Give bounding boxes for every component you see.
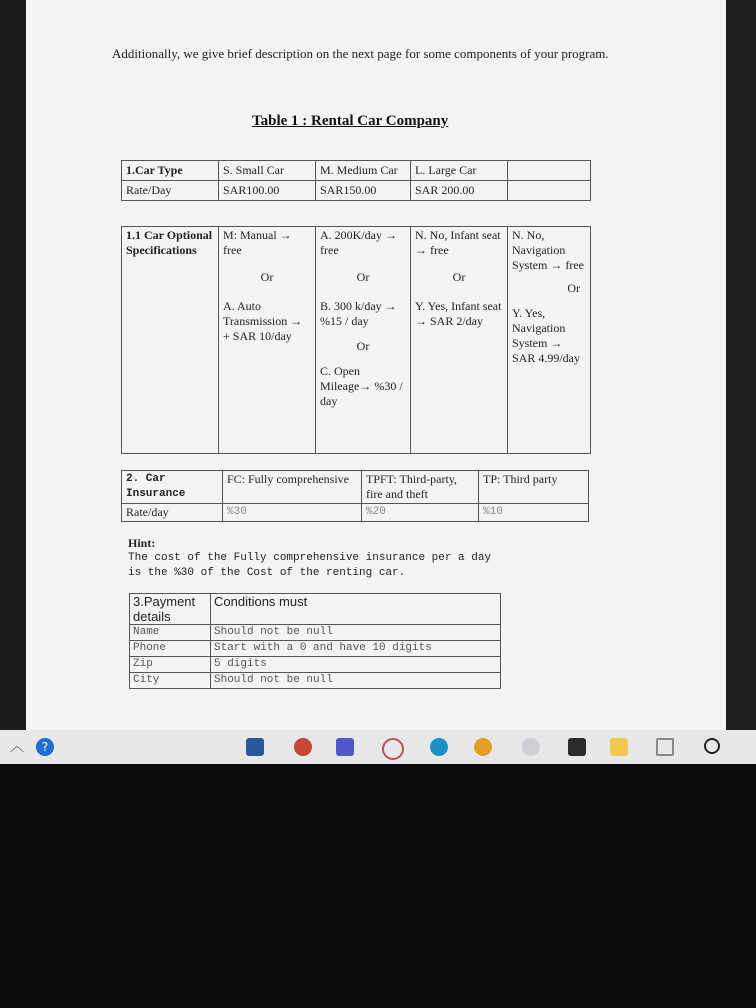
small-car-cell: S. Small Car [219, 161, 316, 181]
payment-rule-zip: 5 digits [211, 657, 501, 673]
rate-medium: SAR150.00 [316, 181, 411, 201]
snipping-tool-icon[interactable] [382, 738, 404, 760]
empty-cell [508, 181, 591, 201]
optional-header: 1.1 Car Optional Specifications [122, 227, 219, 454]
or-label: Or [452, 270, 466, 284]
laptop-body [0, 764, 756, 1008]
tp-rate: %10 [479, 504, 589, 522]
navigation-cell [508, 227, 591, 454]
hint-line-2: is the %30 of the Cost of the renting car. [128, 567, 406, 579]
insurance-table [121, 470, 589, 522]
payment-rule-phone: Start with a 0 and have 10 digits [211, 641, 501, 657]
table-title: Table 1 : Rental Car Company [252, 113, 449, 129]
or-label: Or [567, 281, 580, 295]
intro-paragraph: Additionally, we give brief description on the next page for some components of your program. [112, 46, 609, 61]
edge-icon[interactable] [430, 738, 448, 756]
or-label: Or [356, 339, 370, 353]
large-car-cell: L. Large Car [411, 161, 508, 181]
open-mileage-option: C. Open Mileage→ %30 / day [320, 364, 403, 408]
app-icon[interactable] [522, 738, 540, 756]
or-label: Or [356, 270, 370, 284]
tpft-cell: TPFT: Third-party, fire and theft [362, 471, 479, 504]
yes-infant-option: Y. Yes, Infant seat → SAR 2/day [415, 299, 502, 328]
screen-bezel-left [0, 0, 26, 730]
rate-day-label: Rate/Day [122, 181, 219, 201]
rate-large: SAR 200.00 [411, 181, 508, 201]
conditions-header: Conditions must [211, 594, 501, 625]
tpft-rate: %20 [362, 504, 479, 522]
file-explorer-icon[interactable] [610, 738, 628, 756]
payment-rule-name: Should not be null [211, 625, 501, 641]
auto-option: A. Auto Transmission → + SAR 10/day [223, 299, 303, 343]
tp-cell: TP: Third party [479, 471, 589, 504]
medium-car-cell: M. Medium Car [316, 161, 411, 181]
help-icon[interactable]: ? [36, 738, 54, 756]
payment-header: 3.Payment details [130, 594, 211, 625]
manual-option: M: Manual → free [223, 228, 292, 257]
payment-table [129, 593, 501, 689]
rate-small: SAR100.00 [219, 181, 316, 201]
insurance-rate-label: Rate/day [122, 504, 223, 522]
chevron-up-icon[interactable]: ︿ [10, 739, 24, 755]
fc-rate: %30 [223, 504, 362, 522]
car-type-header: 1.Car Type [122, 161, 219, 181]
teams-icon[interactable] [336, 738, 354, 756]
payment-field-name: Name [130, 625, 211, 641]
search-circle-icon[interactable] [704, 738, 720, 754]
mileage-300k-option: B. 300 k/day → %15 / day [320, 299, 397, 328]
payment-field-phone: Phone [130, 641, 211, 657]
hint-block [128, 536, 598, 581]
no-navigation-option: N. No, Navigation System → free [512, 228, 584, 272]
fc-cell: FC: Fully comprehensive [223, 471, 362, 504]
word-icon[interactable] [246, 738, 264, 756]
empty-cell [508, 161, 591, 181]
payment-field-zip: Zip [130, 657, 211, 673]
taskbar [0, 730, 756, 764]
no-infant-option: N. No, Infant seat → free [415, 228, 501, 257]
insurance-header: 2. Car Insurance [122, 471, 223, 504]
screen-bezel-right [726, 0, 756, 730]
task-view-icon[interactable] [656, 738, 674, 756]
store-icon[interactable] [568, 738, 586, 756]
mileage-200k-option: A. 200K/day → free [320, 228, 397, 257]
infant-seat-cell [411, 227, 508, 454]
mileage-cell [316, 227, 411, 454]
payment-rule-city: Should not be null [211, 673, 501, 689]
optional-specs-table [121, 226, 591, 454]
chrome-icon[interactable] [474, 738, 492, 756]
or-label: Or [260, 270, 274, 284]
payment-field-city: City [130, 673, 211, 689]
hint-line-1: The cost of the Fully comprehensive insurance per a day [128, 552, 492, 564]
car-type-table [121, 160, 591, 201]
app-icon[interactable] [294, 738, 312, 756]
yes-navigation-option: Y. Yes, Navigation System → SAR 4.99/day [512, 306, 581, 365]
hint-label: Hint: [128, 536, 156, 550]
transmission-cell [219, 227, 316, 454]
